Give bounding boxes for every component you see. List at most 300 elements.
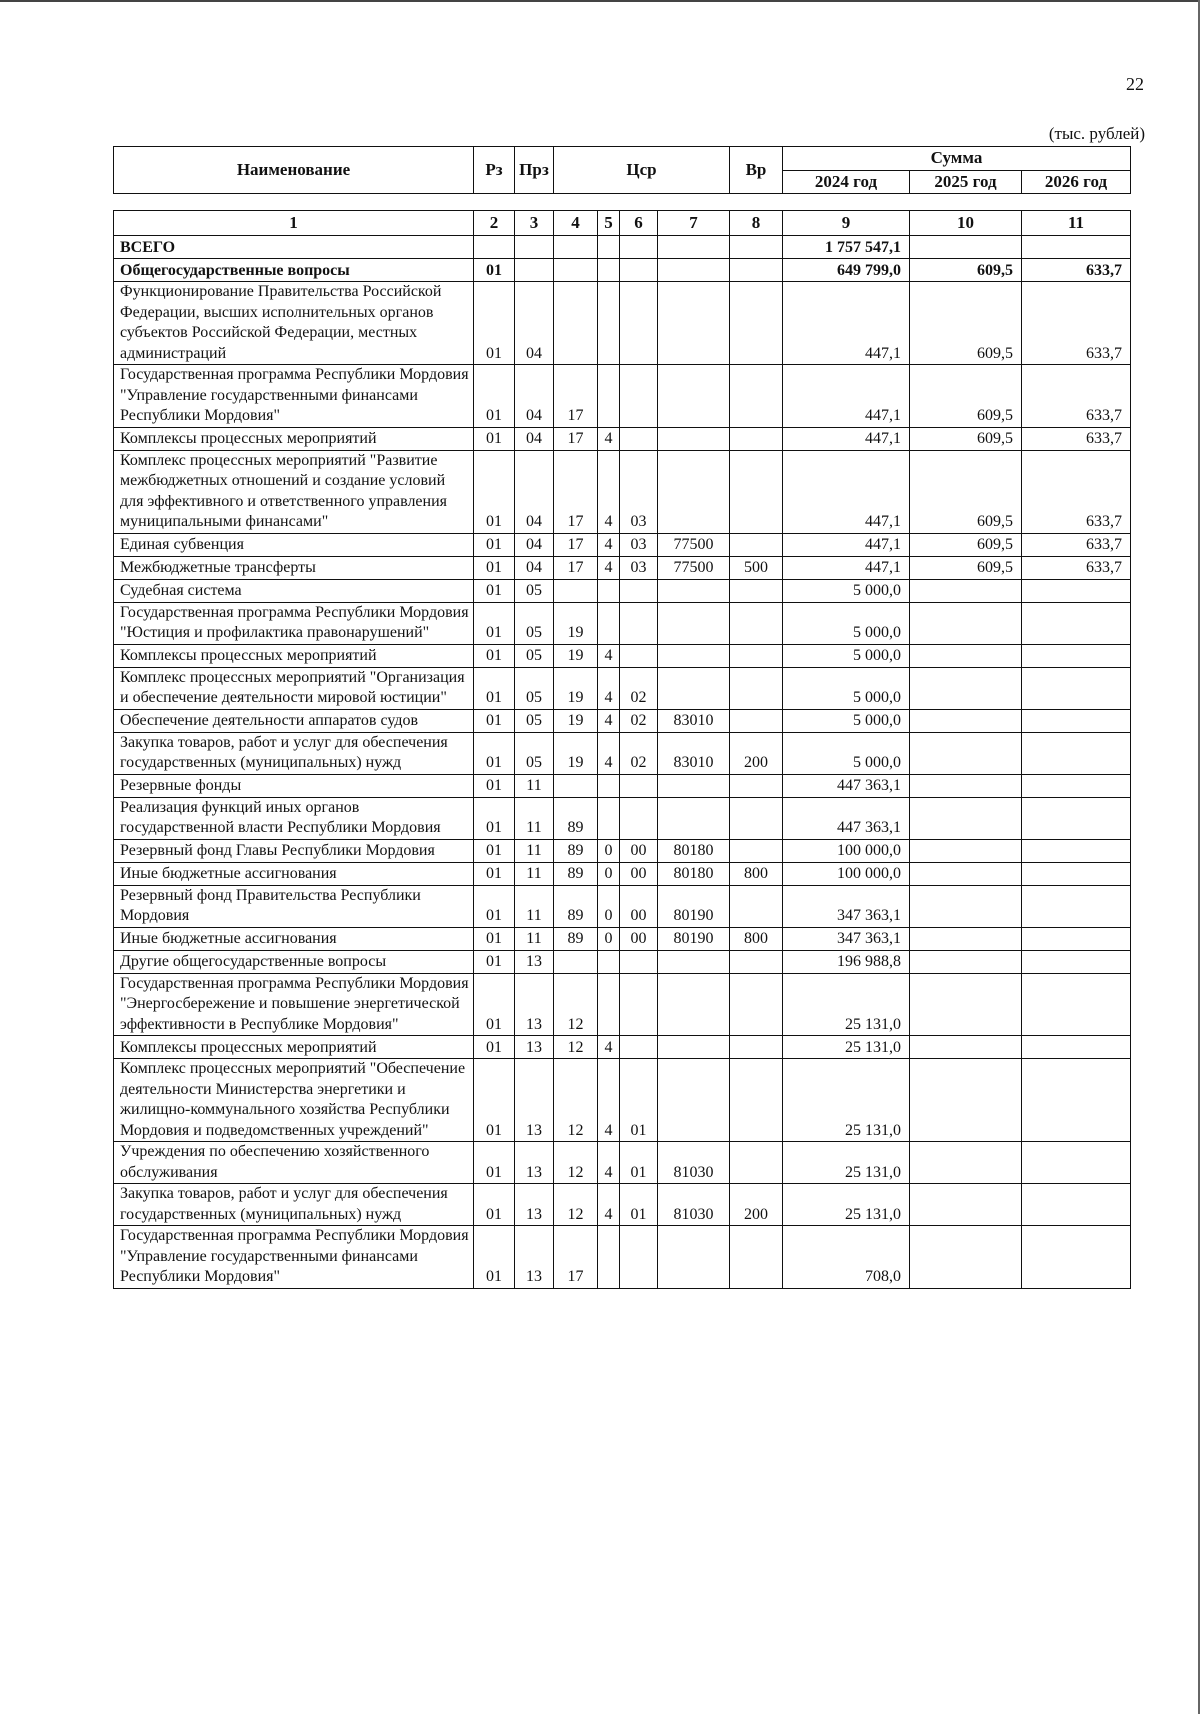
csr-subprogram-code (620, 259, 658, 282)
table-row (114, 579, 1131, 602)
amount-2026 (1022, 1226, 1131, 1289)
units-label: (тыс. рублей) (1048, 124, 1145, 143)
vr-code (730, 365, 783, 428)
prz-code: 05 (515, 667, 554, 709)
vr-code (730, 236, 783, 259)
vr-code (730, 1036, 783, 1059)
rz-code: 01 (474, 556, 515, 579)
csr-direction-code (658, 1059, 730, 1142)
csr-direction-code (658, 797, 730, 839)
prz-code: 13 (515, 950, 554, 973)
csr-direction-code (658, 282, 730, 365)
rz-code: 01 (474, 365, 515, 428)
table-row (114, 1059, 1131, 1142)
csr-program-code: 17 (554, 1226, 598, 1289)
header-csr: Цср (554, 147, 730, 194)
header-year-2026: 2026 год (1022, 170, 1131, 194)
csr-type-code: 4 (598, 644, 620, 667)
amount-2024: 447,1 (783, 282, 910, 365)
csr-program-code: 89 (554, 839, 598, 862)
rz-code: 01 (474, 862, 515, 885)
csr-type-code (598, 259, 620, 282)
csr-subprogram-code: 01 (620, 1059, 658, 1142)
csr-subprogram-code (620, 1226, 658, 1289)
column-number: 6 (620, 211, 658, 236)
csr-type-code (598, 797, 620, 839)
vr-code (730, 973, 783, 1036)
csr-program-code: 89 (554, 797, 598, 839)
amount-2024: 347 363,1 (783, 885, 910, 927)
item-name: Комплекс процессных мероприятий "Развитие межбюджетных отношений и создание условий для эффективного и ответственного управления муниципальными финансами" (114, 450, 474, 533)
item-name: Резервный фонд Главы Республики Мордовия (114, 839, 474, 862)
csr-direction-code (658, 950, 730, 973)
prz-code (515, 259, 554, 282)
prz-code: 05 (515, 579, 554, 602)
csr-direction-code (658, 579, 730, 602)
prz-code: 04 (515, 533, 554, 556)
rz-code: 01 (474, 259, 515, 282)
prz-code: 13 (515, 1184, 554, 1226)
item-name: Иные бюджетные ассигнования (114, 927, 474, 950)
csr-direction-code (658, 365, 730, 428)
table-row (114, 885, 1131, 927)
csr-subprogram-code (620, 797, 658, 839)
rz-code: 01 (474, 450, 515, 533)
csr-direction-code (658, 644, 730, 667)
amount-2024: 5 000,0 (783, 644, 910, 667)
csr-program-code: 19 (554, 709, 598, 732)
csr-subprogram-code (620, 973, 658, 1036)
csr-type-code: 4 (598, 1142, 620, 1184)
vr-code (730, 644, 783, 667)
amount-2025 (910, 927, 1022, 950)
amount-2026 (1022, 236, 1131, 259)
header-year-2025: 2025 год (910, 170, 1022, 194)
rz-code: 01 (474, 709, 515, 732)
rz-code (474, 236, 515, 259)
item-name: Судебная система (114, 579, 474, 602)
item-name: Государственная программа Республики Мордовия "Энергосбережение и повышение энергетической эффективности в Республике Мордовия" (114, 973, 474, 1036)
amount-2025 (910, 236, 1022, 259)
table-row (114, 973, 1131, 1036)
item-name: Обеспечение деятельности аппаратов судов (114, 709, 474, 732)
item-name: Комплексы процессных мероприятий (114, 644, 474, 667)
csr-subprogram-code: 00 (620, 885, 658, 927)
csr-program-code: 12 (554, 973, 598, 1036)
csr-type-code: 0 (598, 885, 620, 927)
amount-2024: 447,1 (783, 365, 910, 428)
table-row (114, 774, 1131, 797)
csr-program-code: 17 (554, 450, 598, 533)
header-name: Наименование (114, 147, 474, 194)
item-name: Закупка товаров, работ и услуг для обеспечения государственных (муниципальных) нужд (114, 732, 474, 774)
csr-type-code: 4 (598, 427, 620, 450)
amount-2025 (910, 839, 1022, 862)
csr-type-code: 4 (598, 709, 620, 732)
csr-program-code: 17 (554, 533, 598, 556)
amount-2026 (1022, 927, 1131, 950)
amount-2025 (910, 1184, 1022, 1226)
item-name: Межбюджетные трансферты (114, 556, 474, 579)
amount-2025: 609,5 (910, 556, 1022, 579)
rz-code: 01 (474, 602, 515, 644)
item-name: Комплексы процессных мероприятий (114, 427, 474, 450)
table-header (113, 146, 1131, 194)
prz-code: 13 (515, 1226, 554, 1289)
csr-type-code: 4 (598, 1184, 620, 1226)
column-number: 8 (730, 211, 783, 236)
item-name: Резервный фонд Правительства Республики Мордовия (114, 885, 474, 927)
csr-subprogram-code (620, 365, 658, 428)
amount-2025: 609,5 (910, 427, 1022, 450)
rz-code: 01 (474, 732, 515, 774)
amount-2024: 447,1 (783, 533, 910, 556)
rz-code: 01 (474, 885, 515, 927)
vr-code (730, 533, 783, 556)
amount-2025 (910, 885, 1022, 927)
item-name: ВСЕГО (114, 236, 474, 259)
amount-2026 (1022, 862, 1131, 885)
csr-program-code (554, 950, 598, 973)
rz-code: 01 (474, 774, 515, 797)
vr-code (730, 1059, 783, 1142)
amount-2026: 633,7 (1022, 533, 1131, 556)
csr-program-code: 19 (554, 667, 598, 709)
csr-direction-code (658, 973, 730, 1036)
item-name: Общегосударственные вопросы (114, 259, 474, 282)
amount-2024: 347 363,1 (783, 927, 910, 950)
csr-direction-code: 83010 (658, 709, 730, 732)
rz-code: 01 (474, 927, 515, 950)
table-row (114, 282, 1131, 365)
item-name: Другие общегосударственные вопросы (114, 950, 474, 973)
csr-direction-code: 80180 (658, 862, 730, 885)
csr-direction-code (658, 1036, 730, 1059)
amount-2026: 633,7 (1022, 556, 1131, 579)
amount-2025 (910, 1226, 1022, 1289)
prz-code: 11 (515, 885, 554, 927)
rz-code: 01 (474, 533, 515, 556)
amount-2025 (910, 644, 1022, 667)
rz-code: 01 (474, 1142, 515, 1184)
amount-2026: 633,7 (1022, 450, 1131, 533)
csr-type-code: 4 (598, 1036, 620, 1059)
csr-subprogram-code: 03 (620, 450, 658, 533)
prz-code: 05 (515, 732, 554, 774)
item-name: Иные бюджетные ассигнования (114, 862, 474, 885)
csr-program-code: 17 (554, 427, 598, 450)
item-name: Государственная программа Республики Мордовия "Управление государственными финансами Республики Мордовия" (114, 1226, 474, 1289)
amount-2024: 196 988,8 (783, 950, 910, 973)
item-name: Комплекс процессных мероприятий "Организация и обеспечение деятельности мировой юстиции" (114, 667, 474, 709)
amount-2025: 609,5 (910, 365, 1022, 428)
amount-2025: 609,5 (910, 259, 1022, 282)
csr-type-code: 4 (598, 533, 620, 556)
column-number: 1 (114, 211, 474, 236)
prz-code: 04 (515, 282, 554, 365)
prz-code: 04 (515, 556, 554, 579)
item-name: Закупка товаров, работ и услуг для обеспечения государственных (муниципальных) нужд (114, 1184, 474, 1226)
amount-2026: 633,7 (1022, 427, 1131, 450)
amount-2024: 5 000,0 (783, 579, 910, 602)
prz-code: 04 (515, 450, 554, 533)
header-prz: Прз (515, 147, 554, 194)
rz-code: 01 (474, 1226, 515, 1289)
table-row (114, 259, 1131, 282)
csr-program-code (554, 774, 598, 797)
column-number: 5 (598, 211, 620, 236)
column-number: 7 (658, 211, 730, 236)
csr-subprogram-code: 01 (620, 1142, 658, 1184)
table-row (114, 862, 1131, 885)
csr-type-code (598, 579, 620, 602)
vr-code (730, 259, 783, 282)
vr-code (730, 450, 783, 533)
csr-program-code: 19 (554, 732, 598, 774)
csr-type-code: 0 (598, 927, 620, 950)
csr-subprogram-code (620, 644, 658, 667)
vr-code (730, 667, 783, 709)
vr-code: 800 (730, 927, 783, 950)
vr-code (730, 1142, 783, 1184)
amount-2026 (1022, 602, 1131, 644)
rz-code: 01 (474, 427, 515, 450)
amount-2025 (910, 579, 1022, 602)
prz-code: 11 (515, 774, 554, 797)
amount-2024: 25 131,0 (783, 1059, 910, 1142)
amount-2024: 25 131,0 (783, 1184, 910, 1226)
amount-2024: 447,1 (783, 450, 910, 533)
amount-2025: 609,5 (910, 533, 1022, 556)
amount-2026 (1022, 973, 1131, 1036)
prz-code: 11 (515, 927, 554, 950)
amount-2026 (1022, 644, 1131, 667)
csr-type-code: 4 (598, 450, 620, 533)
amount-2024: 5 000,0 (783, 602, 910, 644)
item-name: Комплекс процессных мероприятий "Обеспечение деятельности Министерства энергетики и жилищно-коммунального хозяйства Республики Мордовия и подведомственных учреждений" (114, 1059, 474, 1142)
amount-2024: 5 000,0 (783, 667, 910, 709)
header-vr: Вр (730, 147, 783, 194)
amount-2025: 609,5 (910, 450, 1022, 533)
amount-2026: 633,7 (1022, 259, 1131, 282)
csr-type-code: 0 (598, 862, 620, 885)
amount-2026 (1022, 1036, 1131, 1059)
csr-subprogram-code (620, 774, 658, 797)
csr-subprogram-code: 00 (620, 839, 658, 862)
vr-code (730, 602, 783, 644)
csr-type-code (598, 950, 620, 973)
csr-program-code: 17 (554, 556, 598, 579)
csr-program-code: 12 (554, 1036, 598, 1059)
amount-2025 (910, 709, 1022, 732)
scan-edge-top (0, 0, 1200, 2)
page-number: 22 (1126, 74, 1144, 94)
prz-code: 05 (515, 709, 554, 732)
vr-code: 800 (730, 862, 783, 885)
csr-direction-code: 81030 (658, 1142, 730, 1184)
vr-code (730, 950, 783, 973)
amount-2024: 25 131,0 (783, 1142, 910, 1184)
amount-2024: 100 000,0 (783, 862, 910, 885)
amount-2026 (1022, 1142, 1131, 1184)
csr-program-code (554, 579, 598, 602)
csr-direction-code (658, 602, 730, 644)
csr-direction-code: 80190 (658, 885, 730, 927)
csr-subprogram-code: 02 (620, 667, 658, 709)
table-row (114, 236, 1131, 259)
amount-2025 (910, 1142, 1022, 1184)
csr-subprogram-code (620, 236, 658, 259)
vr-code (730, 427, 783, 450)
amount-2025 (910, 973, 1022, 1036)
csr-program-code: 17 (554, 365, 598, 428)
vr-code (730, 579, 783, 602)
amount-2025 (910, 950, 1022, 973)
vr-code (730, 797, 783, 839)
csr-subprogram-code (620, 950, 658, 973)
table-row (114, 1142, 1131, 1184)
csr-subprogram-code (620, 602, 658, 644)
amount-2026 (1022, 709, 1131, 732)
amount-2026 (1022, 950, 1131, 973)
amount-2024: 649 799,0 (783, 259, 910, 282)
prz-code: 11 (515, 797, 554, 839)
csr-subprogram-code: 02 (620, 732, 658, 774)
csr-direction-code: 80190 (658, 927, 730, 950)
table-row (114, 1184, 1131, 1226)
csr-program-code: 89 (554, 862, 598, 885)
item-name: Резервные фонды (114, 774, 474, 797)
csr-subprogram-code: 01 (620, 1184, 658, 1226)
csr-subprogram-code: 00 (620, 862, 658, 885)
rz-code: 01 (474, 644, 515, 667)
amount-2024: 447 363,1 (783, 797, 910, 839)
table-row (114, 427, 1131, 450)
prz-code: 13 (515, 1142, 554, 1184)
amount-2025 (910, 732, 1022, 774)
amount-2026 (1022, 774, 1131, 797)
table-row (114, 365, 1131, 428)
table-row (114, 602, 1131, 644)
table-row (114, 1036, 1131, 1059)
csr-subprogram-code (620, 1036, 658, 1059)
vr-code (730, 282, 783, 365)
csr-type-code (598, 1226, 620, 1289)
amount-2026 (1022, 885, 1131, 927)
table-row (114, 839, 1131, 862)
amount-2024: 100 000,0 (783, 839, 910, 862)
item-name: Комплексы процессных мероприятий (114, 1036, 474, 1059)
prz-code: 13 (515, 1059, 554, 1142)
amount-2025: 609,5 (910, 282, 1022, 365)
csr-direction-code: 80180 (658, 839, 730, 862)
prz-code: 04 (515, 365, 554, 428)
amount-2026 (1022, 579, 1131, 602)
amount-2026 (1022, 1184, 1131, 1226)
vr-code (730, 885, 783, 927)
csr-type-code: 4 (598, 1059, 620, 1142)
amount-2024: 708,0 (783, 1226, 910, 1289)
csr-type-code (598, 282, 620, 365)
prz-code: 05 (515, 602, 554, 644)
csr-subprogram-code: 00 (620, 927, 658, 950)
csr-program-code: 19 (554, 602, 598, 644)
csr-subprogram-code: 02 (620, 709, 658, 732)
item-name: Государственная программа Республики Мордовия "Юстиция и профилактика правонарушений" (114, 602, 474, 644)
csr-program-code: 89 (554, 885, 598, 927)
amount-2025 (910, 1059, 1022, 1142)
vr-code: 500 (730, 556, 783, 579)
amount-2024: 447 363,1 (783, 774, 910, 797)
amount-2026 (1022, 797, 1131, 839)
csr-type-code: 0 (598, 839, 620, 862)
rz-code: 01 (474, 839, 515, 862)
table-row (114, 556, 1131, 579)
header-year-2024: 2024 год (783, 170, 910, 194)
column-number: 10 (910, 211, 1022, 236)
csr-direction-code (658, 667, 730, 709)
csr-direction-code (658, 259, 730, 282)
amount-2024: 1 757 547,1 (783, 236, 910, 259)
csr-direction-code (658, 427, 730, 450)
item-name: Государственная программа Республики Мордовия "Управление государственными финансами Республики Мордовия" (114, 365, 474, 428)
amount-2024: 447,1 (783, 556, 910, 579)
budget-table (113, 210, 1131, 1289)
csr-subprogram-code (620, 282, 658, 365)
column-numbers-row (114, 211, 1131, 236)
vr-code (730, 709, 783, 732)
csr-direction-code (658, 1226, 730, 1289)
csr-program-code: 12 (554, 1142, 598, 1184)
csr-subprogram-code: 03 (620, 533, 658, 556)
item-name: Функционирование Правительства Российской Федерации, высших исполнительных органов субъектов Российской Федерации, местных администраций (114, 282, 474, 365)
column-number: 4 (554, 211, 598, 236)
csr-direction-code: 81030 (658, 1184, 730, 1226)
csr-direction-code: 83010 (658, 732, 730, 774)
csr-direction-code (658, 774, 730, 797)
csr-program-code: 12 (554, 1059, 598, 1142)
prz-code: 13 (515, 1036, 554, 1059)
csr-program-code: 19 (554, 644, 598, 667)
csr-direction-code: 77500 (658, 533, 730, 556)
csr-type-code (598, 365, 620, 428)
prz-code (515, 236, 554, 259)
header-rz: Рз (474, 147, 515, 194)
csr-subprogram-code: 03 (620, 556, 658, 579)
rz-code: 01 (474, 1059, 515, 1142)
amount-2025 (910, 667, 1022, 709)
column-number: 11 (1022, 211, 1131, 236)
column-number: 2 (474, 211, 515, 236)
vr-code (730, 839, 783, 862)
csr-subprogram-code (620, 427, 658, 450)
rz-code: 01 (474, 667, 515, 709)
header-summa: Сумма (783, 147, 1131, 171)
amount-2025 (910, 797, 1022, 839)
table-row (114, 950, 1131, 973)
item-name: Единая субвенция (114, 533, 474, 556)
csr-program-code (554, 282, 598, 365)
table-row (114, 732, 1131, 774)
column-number: 9 (783, 211, 910, 236)
amount-2026 (1022, 1059, 1131, 1142)
amount-2026: 633,7 (1022, 282, 1131, 365)
rz-code: 01 (474, 1036, 515, 1059)
amount-2025 (910, 1036, 1022, 1059)
vr-code: 200 (730, 1184, 783, 1226)
csr-program-code (554, 236, 598, 259)
table-row (114, 709, 1131, 732)
